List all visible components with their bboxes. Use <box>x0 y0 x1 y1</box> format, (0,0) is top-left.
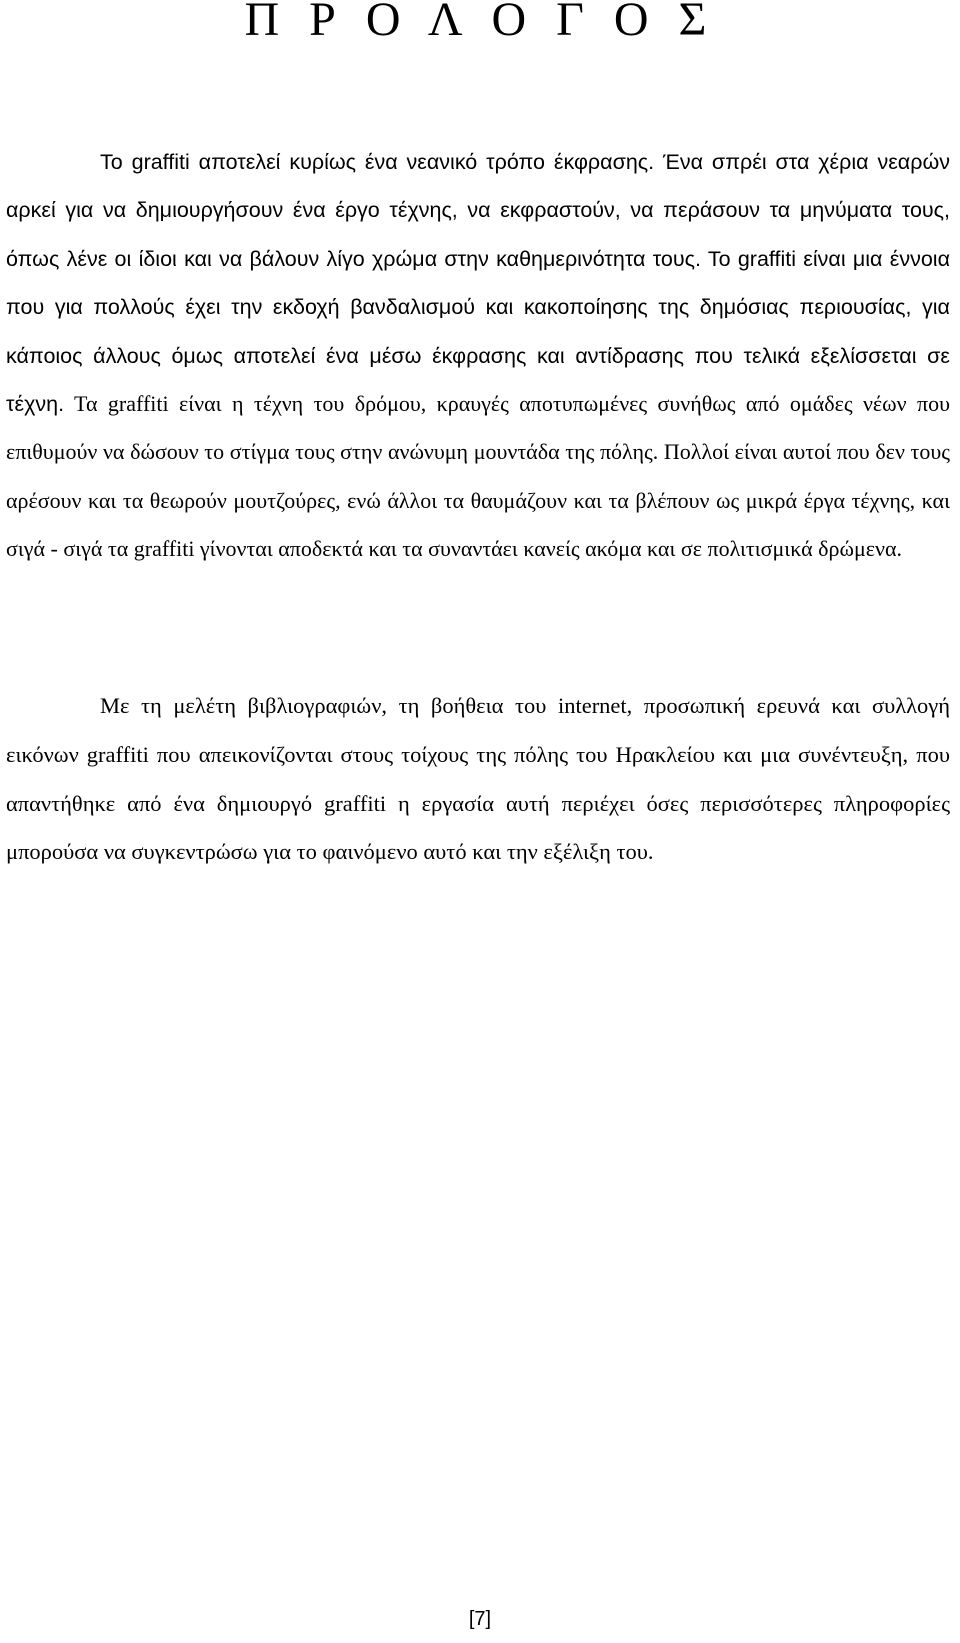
paragraph-method: Με τη μελέτη βιβλιογραφιών, τη βοήθεια του internet, προσωπική ερευνά και συλλογή εικόνων graffiti που απεικονίζονται στους τοίχους της πόλης του Ηρακλείου και μια συνέντευξη, που απαντήθηκε από ένα δημιουργό graffiti η εργασία αυτή περιέχει όσες περισσότερες πληροφορίες μπορούσα να συγκεντρώσω για το φαινόμενο αυτό και την εξέλιξη του. <box>6 693 950 865</box>
page-number: [7] <box>468 1608 492 1630</box>
paragraph-intro-serif-text: Τα graffiti είναι η τέχνη του δρόμου, κραυγές αποτυπωμένες συνήθως από ομάδες νέων που επιθυμούν να δώσουν το στίγμα τους στην ανώνυμη μουντάδα της πόλης. Πολλοί είναι αυτοί που δεν τους αρέσουν και τα θεωρούν μουτζούρες, ενώ άλλοι τα θαυμάζουν και τα βλέπουν ως μικρά έργα τέχνης, και σιγά - σιγά τα graffiti γίνονται αποδεκτά και τα συναντάει κανείς ακόμα και σε πολιτισμικά δρώμενα. <box>6 391 950 562</box>
paragraph-intro <box>6 138 950 574</box>
page-title: Π Ρ Ο Λ Ο Γ Ο Σ <box>244 0 716 46</box>
paragraph-intro-sans-text: Το graffiti αποτελεί κυρίως ένα νεανικό τρόπο έκφρασης. Ένα σπρέι στα χέρια νεαρών αρκεί για να δημιουργήσουν ένα έργο τέχνης, να εκφραστούν, να περάσουν τα μηνύματα τους, όπως λένε οι ίδιοι και να βάλουν λίγο χρώμα στην καθημερινότητα τους. Το graffiti είναι μια έννοια που για πολλούς έχει την εκδοχή βανδαλισμού και κακοποίησης της δημόσιας περιουσίας, για κάποιος άλλους όμως αποτελεί ένα μέσω έκφρασης και αντίδρασης που τελικά εξελίσσεται σε τέχνη. <box>6 150 950 417</box>
